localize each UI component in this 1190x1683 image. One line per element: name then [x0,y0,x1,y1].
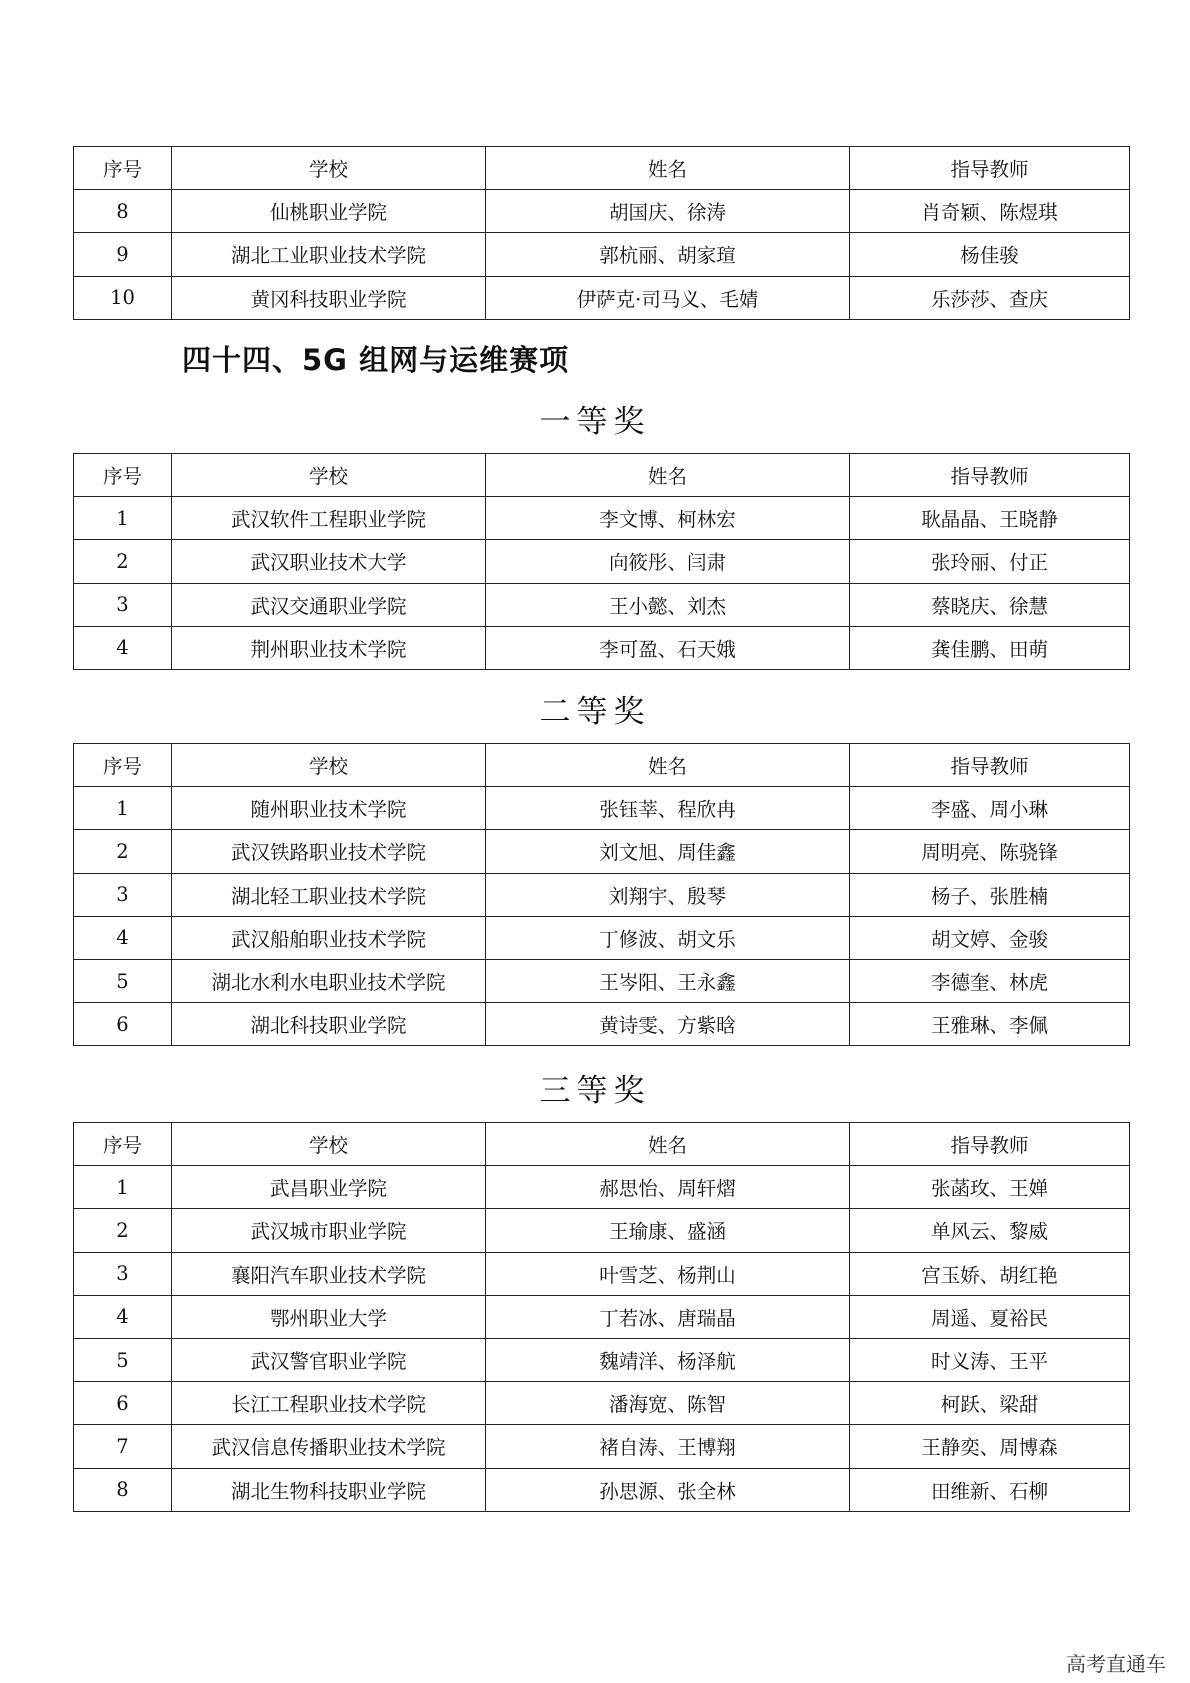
advisors-cell: 张菡玫、王婵 [850,1166,1130,1209]
index-cell: 9 [74,233,172,276]
second-prize-table [73,743,1130,1046]
advisors-cell: 李德奎、林虎 [850,959,1130,1002]
table-row [74,1338,1130,1381]
school-cell: 湖北生物科技职业学院 [172,1468,486,1511]
advisors-cell: 蔡晓庆、徐慧 [850,583,1130,626]
section-title: 四十四、5G 组网与运维赛项 [182,343,570,377]
names-cell: 王瑜康、盛涵 [486,1209,850,1252]
names-cell: 叶雪芝、杨荆山 [486,1252,850,1295]
index-cell: 7 [74,1425,172,1468]
school-cell: 湖北工业职业技术学院 [172,233,486,276]
names-cell: 黄诗雯、方紫晗 [486,1003,850,1046]
advisors-cell: 李盛、周小琳 [850,787,1130,830]
table-row [74,1252,1130,1295]
table-row [74,233,1130,276]
watermark: 高考直通车 [1066,1652,1166,1676]
names-cell: 刘翔宇、殷琴 [486,873,850,916]
index-cell: 4 [74,626,172,669]
school-cell: 武汉铁路职业技术学院 [172,830,486,873]
advisors-cell: 杨子、张胜楠 [850,873,1130,916]
column-header: 姓名 [486,1123,850,1166]
column-header: 指导教师 [850,744,1130,787]
award-title-first: 一等奖 [539,404,651,440]
names-cell: 孙思源、张全林 [486,1468,850,1511]
school-cell: 黄冈科技职业学院 [172,276,486,319]
names-cell: 李可盈、石天娥 [486,626,850,669]
table-row [74,1166,1130,1209]
third-prize-table [73,1122,1130,1512]
index-cell: 4 [74,1295,172,1338]
index-cell: 1 [74,1166,172,1209]
index-cell: 2 [74,830,172,873]
advisors-cell: 柯跃、梁甜 [850,1382,1130,1425]
advisors-cell: 周明亮、陈骁锋 [850,830,1130,873]
index-cell: 8 [74,190,172,233]
names-cell: 李文博、柯林宏 [486,497,850,540]
table-row [74,1425,1130,1468]
school-cell: 襄阳汽车职业技术学院 [172,1252,486,1295]
table-row [74,787,1130,830]
table-row [74,190,1130,233]
school-cell: 荆州职业技术学院 [172,626,486,669]
advisors-cell: 龚佳鹏、田萌 [850,626,1130,669]
index-cell: 2 [74,1209,172,1252]
table-row [74,1295,1130,1338]
names-cell: 丁若冰、唐瑞晶 [486,1295,850,1338]
table-row [74,959,1130,1002]
school-cell: 武汉船舶职业技术学院 [172,916,486,959]
column-header: 学校 [172,744,486,787]
table-header-row [74,147,1130,190]
names-cell: 褚自涛、王博翔 [486,1425,850,1468]
table-row [74,626,1130,669]
index-cell: 1 [74,787,172,830]
table-header-row [74,454,1130,497]
names-cell: 胡国庆、徐涛 [486,190,850,233]
table-row [74,873,1130,916]
school-cell: 武昌职业学院 [172,1166,486,1209]
school-cell: 湖北轻工职业技术学院 [172,873,486,916]
school-cell: 武汉城市职业学院 [172,1209,486,1252]
index-cell: 10 [74,276,172,319]
index-cell: 3 [74,873,172,916]
table-header-row [74,1123,1130,1166]
names-cell: 王小懿、刘杰 [486,583,850,626]
advisors-cell: 单风云、黎威 [850,1209,1130,1252]
names-cell: 丁修波、胡文乐 [486,916,850,959]
column-header: 指导教师 [850,1123,1130,1166]
table-row [74,830,1130,873]
table-row [74,1382,1130,1425]
table-row [74,497,1130,540]
advisors-cell: 杨佳骏 [850,233,1130,276]
award-title-second: 二等奖 [539,694,651,730]
names-cell: 魏靖洋、杨泽航 [486,1338,850,1381]
advisors-cell: 王静奕、周博森 [850,1425,1130,1468]
column-header: 姓名 [486,744,850,787]
index-cell: 5 [74,1338,172,1381]
table-row [74,540,1130,583]
school-cell: 武汉信息传播职业技术学院 [172,1425,486,1468]
advisors-cell: 时义涛、王平 [850,1338,1130,1381]
index-cell: 1 [74,497,172,540]
column-header: 姓名 [486,147,850,190]
column-header: 指导教师 [850,454,1130,497]
names-cell: 张钰莘、程欣冉 [486,787,850,830]
names-cell: 向筱彤、闫肃 [486,540,850,583]
school-cell: 武汉交通职业学院 [172,583,486,626]
names-cell: 刘文旭、周佳鑫 [486,830,850,873]
index-cell: 6 [74,1003,172,1046]
index-cell: 2 [74,540,172,583]
column-header: 序号 [74,454,172,497]
index-cell: 8 [74,1468,172,1511]
names-cell: 郝思怡、周轩熠 [486,1166,850,1209]
column-header: 学校 [172,1123,486,1166]
names-cell: 伊萨克·司马义、毛婧 [486,276,850,319]
column-header: 指导教师 [850,147,1130,190]
table-row [74,1003,1130,1046]
index-cell: 6 [74,1382,172,1425]
column-header: 序号 [74,147,172,190]
advisors-cell: 王雅琳、李佩 [850,1003,1130,1046]
advisors-cell: 周遥、夏裕民 [850,1295,1130,1338]
school-cell: 武汉软件工程职业学院 [172,497,486,540]
column-header: 姓名 [486,454,850,497]
table-row [74,1209,1130,1252]
names-cell: 潘海宽、陈智 [486,1382,850,1425]
column-header: 学校 [172,454,486,497]
index-cell: 4 [74,916,172,959]
names-cell: 郭杭丽、胡家瑄 [486,233,850,276]
table-row [74,276,1130,319]
column-header: 序号 [74,1123,172,1166]
school-cell: 鄂州职业大学 [172,1295,486,1338]
advisors-cell: 胡文婷、金骏 [850,916,1130,959]
school-cell: 武汉职业技术大学 [172,540,486,583]
school-cell: 随州职业技术学院 [172,787,486,830]
school-cell: 武汉警官职业学院 [172,1338,486,1381]
advisors-cell: 乐莎莎、查庆 [850,276,1130,319]
table-row [74,916,1130,959]
school-cell: 长江工程职业技术学院 [172,1382,486,1425]
advisors-cell: 耿晶晶、王晓静 [850,497,1130,540]
column-header: 序号 [74,744,172,787]
advisors-cell: 张玲丽、付正 [850,540,1130,583]
names-cell: 王岑阳、王永鑫 [486,959,850,1002]
advisors-cell: 田维新、石柳 [850,1468,1130,1511]
column-header: 学校 [172,147,486,190]
school-cell: 仙桃职业学院 [172,190,486,233]
continued-results-table [73,146,1130,320]
award-title-third: 三等奖 [539,1073,651,1109]
table-row [74,1468,1130,1511]
index-cell: 5 [74,959,172,1002]
index-cell: 3 [74,1252,172,1295]
school-cell: 湖北科技职业学院 [172,1003,486,1046]
table-row [74,583,1130,626]
advisors-cell: 肖奇颖、陈煜琪 [850,190,1130,233]
table-header-row [74,744,1130,787]
first-prize-table [73,453,1130,670]
index-cell: 3 [74,583,172,626]
advisors-cell: 宫玉娇、胡红艳 [850,1252,1130,1295]
school-cell: 湖北水利水电职业技术学院 [172,959,486,1002]
